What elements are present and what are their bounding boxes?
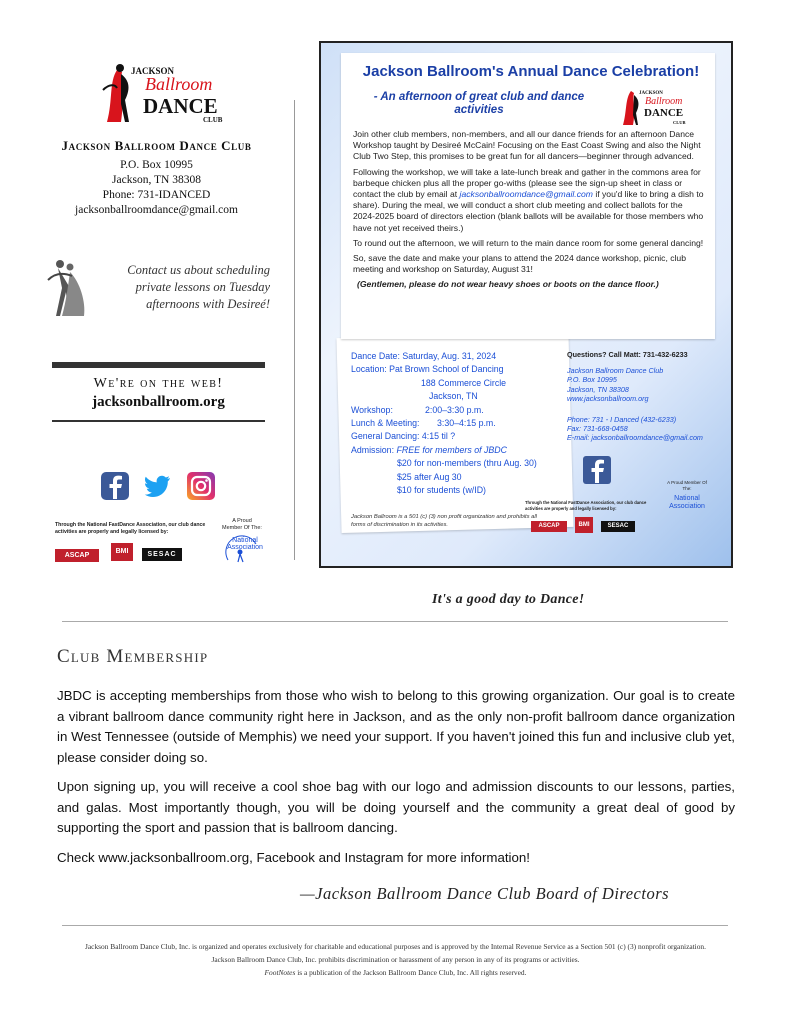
private-lessons-note: Contact us about scheduling private lessons on Tuesday afternoons with Desireé! xyxy=(127,263,270,311)
member-text: A Proud Member Of The: xyxy=(222,518,262,531)
p2-text-b: if you'd like to bring a dish to share). During the meal, we will conduct a short club meeting and collect ballots for the 2024-2025 board of directors election (blank ballots will be available for those members who have not yet received theirs.) xyxy=(353,189,704,233)
contact-email[interactable]: E-mail: jacksonballroomdance@gmail.com xyxy=(567,433,703,443)
membership-paragraph-1: JBDC is accepting memberships from those who wish to belong to this growing organization. Our goal is to create a vibrant ballroom dance community right here in Jackson, and as the only non-profit ballroom dance organization in West Tennessee (outside of Memphis) we need your support. If you haven't joined this fun and inclusive club yet, please consider doing so. xyxy=(57,688,735,765)
flyer-body xyxy=(353,129,705,295)
flyer-logo-dance: DANCE xyxy=(644,107,684,119)
column-divider xyxy=(294,100,295,560)
membership-paragraph-2: Upon signing up, you will receive a cool shoe bag with our logo and admission discounts to our lessons, parties, and galas. Most importantly though, you will be doing yourself and the community a great deal of good by supporting the sport and passion that is ballroom dancing. xyxy=(57,779,735,835)
contact-phone: Phone: 731 - I Danced (432-6233) xyxy=(567,415,677,425)
price-late: $25 after Aug 30 xyxy=(397,471,462,482)
flyer-logo xyxy=(617,87,687,129)
contact-city: Jackson, TN 38308 xyxy=(567,384,629,394)
footer-line-1: Jackson Ballroom Dance Club, Inc. is organized and operates exclusively for charitable and educational purposes and is approved by the Internal Revenue Service as a Section 501 (c) (3) nonprofit organization. xyxy=(85,942,706,951)
email-link[interactable]: jacksonballroomdance@gmail.com xyxy=(75,204,238,216)
admission-free: FREE for members of JBDC xyxy=(396,444,507,455)
phone: Phone: 731-IDANCED xyxy=(102,189,211,201)
divider-top xyxy=(62,621,728,622)
flyer-paragraph-1: Join other club members, non-members, and all our dance friends for an afternoon Dance Workshop taught by Desireé McCain! Focusing on the East Coast Swing and also the Night Club Two Step, this promises to be great fun for all dancers—beginner through advanced. xyxy=(353,129,701,162)
flyer-logo-ballroom: Ballroom xyxy=(645,96,683,107)
flyer-member-text: A Proud Member Of The: xyxy=(667,480,707,491)
footer-line-3 xyxy=(40,967,751,978)
event-flyer xyxy=(319,41,733,568)
website-link[interactable]: jacksonballroom.org xyxy=(92,394,225,410)
national-association-logo xyxy=(220,532,264,568)
flyer-subtitle: - An afternoon of great club and dance activities xyxy=(373,91,585,116)
event-admission xyxy=(351,444,561,457)
contact-po: P.O. Box 10995 xyxy=(567,375,617,385)
lunch-label: Lunch & Meeting: xyxy=(351,418,420,429)
flyer-logo-jackson: JACKSON xyxy=(639,91,663,96)
po-box: P.O. Box 10995 xyxy=(120,159,193,171)
logo-word-dance: DANCE xyxy=(143,94,218,118)
membership-title: Club Membership xyxy=(57,646,209,667)
event-lunch xyxy=(351,417,561,430)
event-city: Jackson, TN xyxy=(429,391,478,402)
flyer-facebook-icon[interactable] xyxy=(583,456,611,484)
flyer-title: Jackson Ballroom's Annual Dance Celebration! xyxy=(362,63,700,80)
flyer-footnote: Jackson Ballroom is a 501 (c) (3) non profit organization and prohibits all forms of discrimination in its activities. xyxy=(351,514,537,528)
event-date: Dance Date: Saturday, Aug. 31, 2024 xyxy=(351,351,497,361)
logo-word-ballroom: Ballroom xyxy=(145,74,213,94)
instagram-icon[interactable] xyxy=(187,472,215,500)
flyer-national-logo: National Association xyxy=(669,495,705,510)
flyer-email-link[interactable]: jacksonballroomdance@gmail.com xyxy=(459,189,593,200)
footer-line-3-text: is a publication of the Jackson Ballroom Dance Club, Inc. All rights reserved. xyxy=(295,968,527,977)
flyer-paragraph-2 xyxy=(353,167,705,234)
flyer-paragraph-3: To round out the afternoon, we will return to the main dance room for some general dancing! xyxy=(353,237,704,248)
event-general-dancing: General Dancing: 4:15 til ? xyxy=(351,431,456,442)
sesac-logo: SESAC xyxy=(142,548,182,561)
footer-line-2: Jackson Ballroom Dance Club, Inc. prohibits discrimination or harassment of any person in any of its programs or activities. xyxy=(211,955,580,964)
club-logo xyxy=(95,60,245,130)
price-student: $10 for students (w/ID) xyxy=(397,485,486,496)
admission-label: Admission: xyxy=(351,444,395,455)
club-name: Jackson Ballroom Dance Club xyxy=(61,138,252,153)
contact-name: Jackson Ballroom Dance Club xyxy=(567,366,664,376)
flyer-paragraph-4: So, save the date and make your plans to attend the 2024 dance workshop, picnic, club meeting and workshop on Saturday, August 31! xyxy=(353,253,686,275)
membership-paragraph-3: Check www.jacksonballroom.org, Facebook and Instagram for more information! xyxy=(57,850,530,865)
dancers-silhouette-icon xyxy=(40,258,88,318)
ascap-logo: ASCAP xyxy=(55,549,99,562)
lunch-time: 3:30–4:15 p.m. xyxy=(437,418,496,429)
questions-line: Questions? Call Matt: 731-432-6233 xyxy=(567,350,688,359)
logo-word-jackson: JACKSON xyxy=(131,66,175,76)
event-location: Location: Pat Brown School of Dancing xyxy=(351,364,504,375)
divider-bottom xyxy=(62,925,728,926)
bmi-logo: BMI xyxy=(111,543,133,561)
web-top-bar xyxy=(52,362,265,368)
licensing-text: Through the National FastDance Association, our club dance activities are properly and legally licensed by: xyxy=(55,522,206,535)
contact-fax: Fax: 731-668-0458 xyxy=(567,424,628,434)
contact-web[interactable]: www.jacksonballroom.org xyxy=(567,393,649,403)
flyer-shoe-note: (Gentlemen, please do not wear heavy shoes or boots on the dance floor.) xyxy=(357,279,659,290)
club-address xyxy=(30,158,283,218)
flyer-contact xyxy=(567,350,717,443)
price-nonmember: $20 for non-members (thru Aug. 30) xyxy=(397,458,537,469)
flyer-sesac-logo: SESAC xyxy=(601,521,635,532)
event-workshop xyxy=(351,404,561,417)
flyer-licensing-text: Through the National FastDance Association, our club dance activities are properly and legally licensed by: xyxy=(525,500,647,511)
web-heading: We're on the web! xyxy=(93,376,224,391)
good-day-tagline: It's a good day to Dance! xyxy=(432,592,585,607)
flyer-logo-club: CLUB xyxy=(673,120,686,125)
web-bottom-bar xyxy=(52,420,265,422)
event-street: 188 Commerce Circle xyxy=(421,377,507,388)
city: Jackson, TN 38308 xyxy=(112,174,201,186)
p2-text-a: Following the workshop, we will take a late-lunch break and gather in the commons area for barbeque chicken plus all the proper go-withs (please see the sign-up sheet in class or contact the club by email at xyxy=(353,166,701,200)
flyer-ascap-logo: ASCAP xyxy=(531,521,567,532)
logo-word-club: CLUB xyxy=(203,116,223,124)
facebook-icon[interactable] xyxy=(101,472,129,500)
board-signature: —Jackson Ballroom Dance Club Board of Directors xyxy=(300,884,670,903)
national-text: National Association xyxy=(227,537,263,551)
workshop-time: 2:00–3:30 p.m. xyxy=(425,404,484,415)
flyer-bmi-logo: BMI xyxy=(575,517,593,533)
twitter-icon[interactable] xyxy=(144,472,172,500)
footnotes-title: FootNotes xyxy=(264,968,296,977)
workshop-label: Workshop: xyxy=(351,404,393,415)
event-details xyxy=(351,350,561,497)
